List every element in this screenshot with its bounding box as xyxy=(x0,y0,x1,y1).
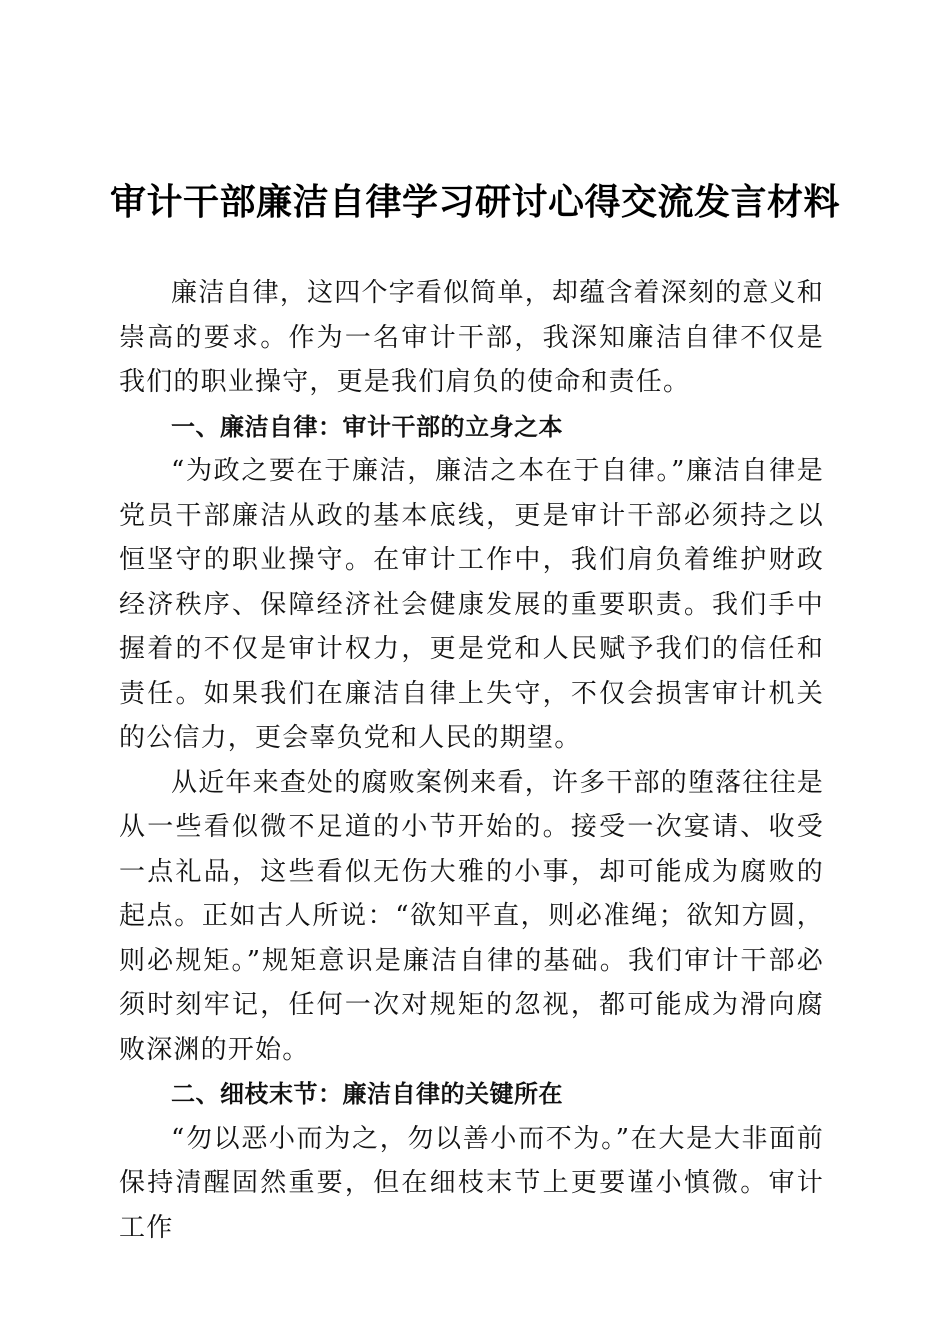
section-2-heading: 二、细枝末节：廉洁自律的关键所在 xyxy=(171,1080,563,1108)
intro-paragraph: 廉洁自律，这四个字看似简单，却蕴含着深刻的意义和崇高的要求。作为一名审计干部，我深知廉洁自律不仅是我们的职业操守，更是我们肩负的使命和责任。 xyxy=(119,278,824,397)
section-1-paragraph-1: “为政之要在于廉洁，廉洁之本在于自律。”廉洁自律是党员干部廉洁从政的基本底线，更是审计干部必须持之以恒坚守的职业操守。在审计工作中，我们肩负着维护财政经济秩序、保障经济社会健康发展的重要职责。我们手中握着的不仅是审计权力，更是党和人民赋予我们的信任和责任。如果我们在廉洁自律上失守，不仅会损害审计机关的公信力，更会辜负党和人民的期望。 xyxy=(119,456,824,753)
section-1-heading: 一、廉洁自律：审计干部的立身之本 xyxy=(171,412,563,441)
document-title: 审计干部廉洁自律学习研讨心得交流发言材料 xyxy=(109,181,840,223)
section-2-paragraph-1: “勿以恶小而为之，勿以善小而不为。”在大是大非面前保持清醒固然重要，但在细枝末节上更要谨小慎微。审计工作 xyxy=(119,1123,824,1243)
document-body xyxy=(119,271,824,1250)
section-1-paragraph-2: 从近年来查处的腐败案例来看，许多干部的堕落往往是从一些看似微不足道的小节开始的。接受一次宴请、收受一点礼品，这些看似无伤大雅的小事，却可能成为腐败的起点。正如古人所说：“欲知平直，则必准绳；欲知方圆，则必规矩。”规矩意识是廉洁自律的基础。我们审计干部必须时刻牢记，任何一次对规矩的忽视，都可能成为滑向腐败深渊的开始。 xyxy=(119,767,824,1065)
